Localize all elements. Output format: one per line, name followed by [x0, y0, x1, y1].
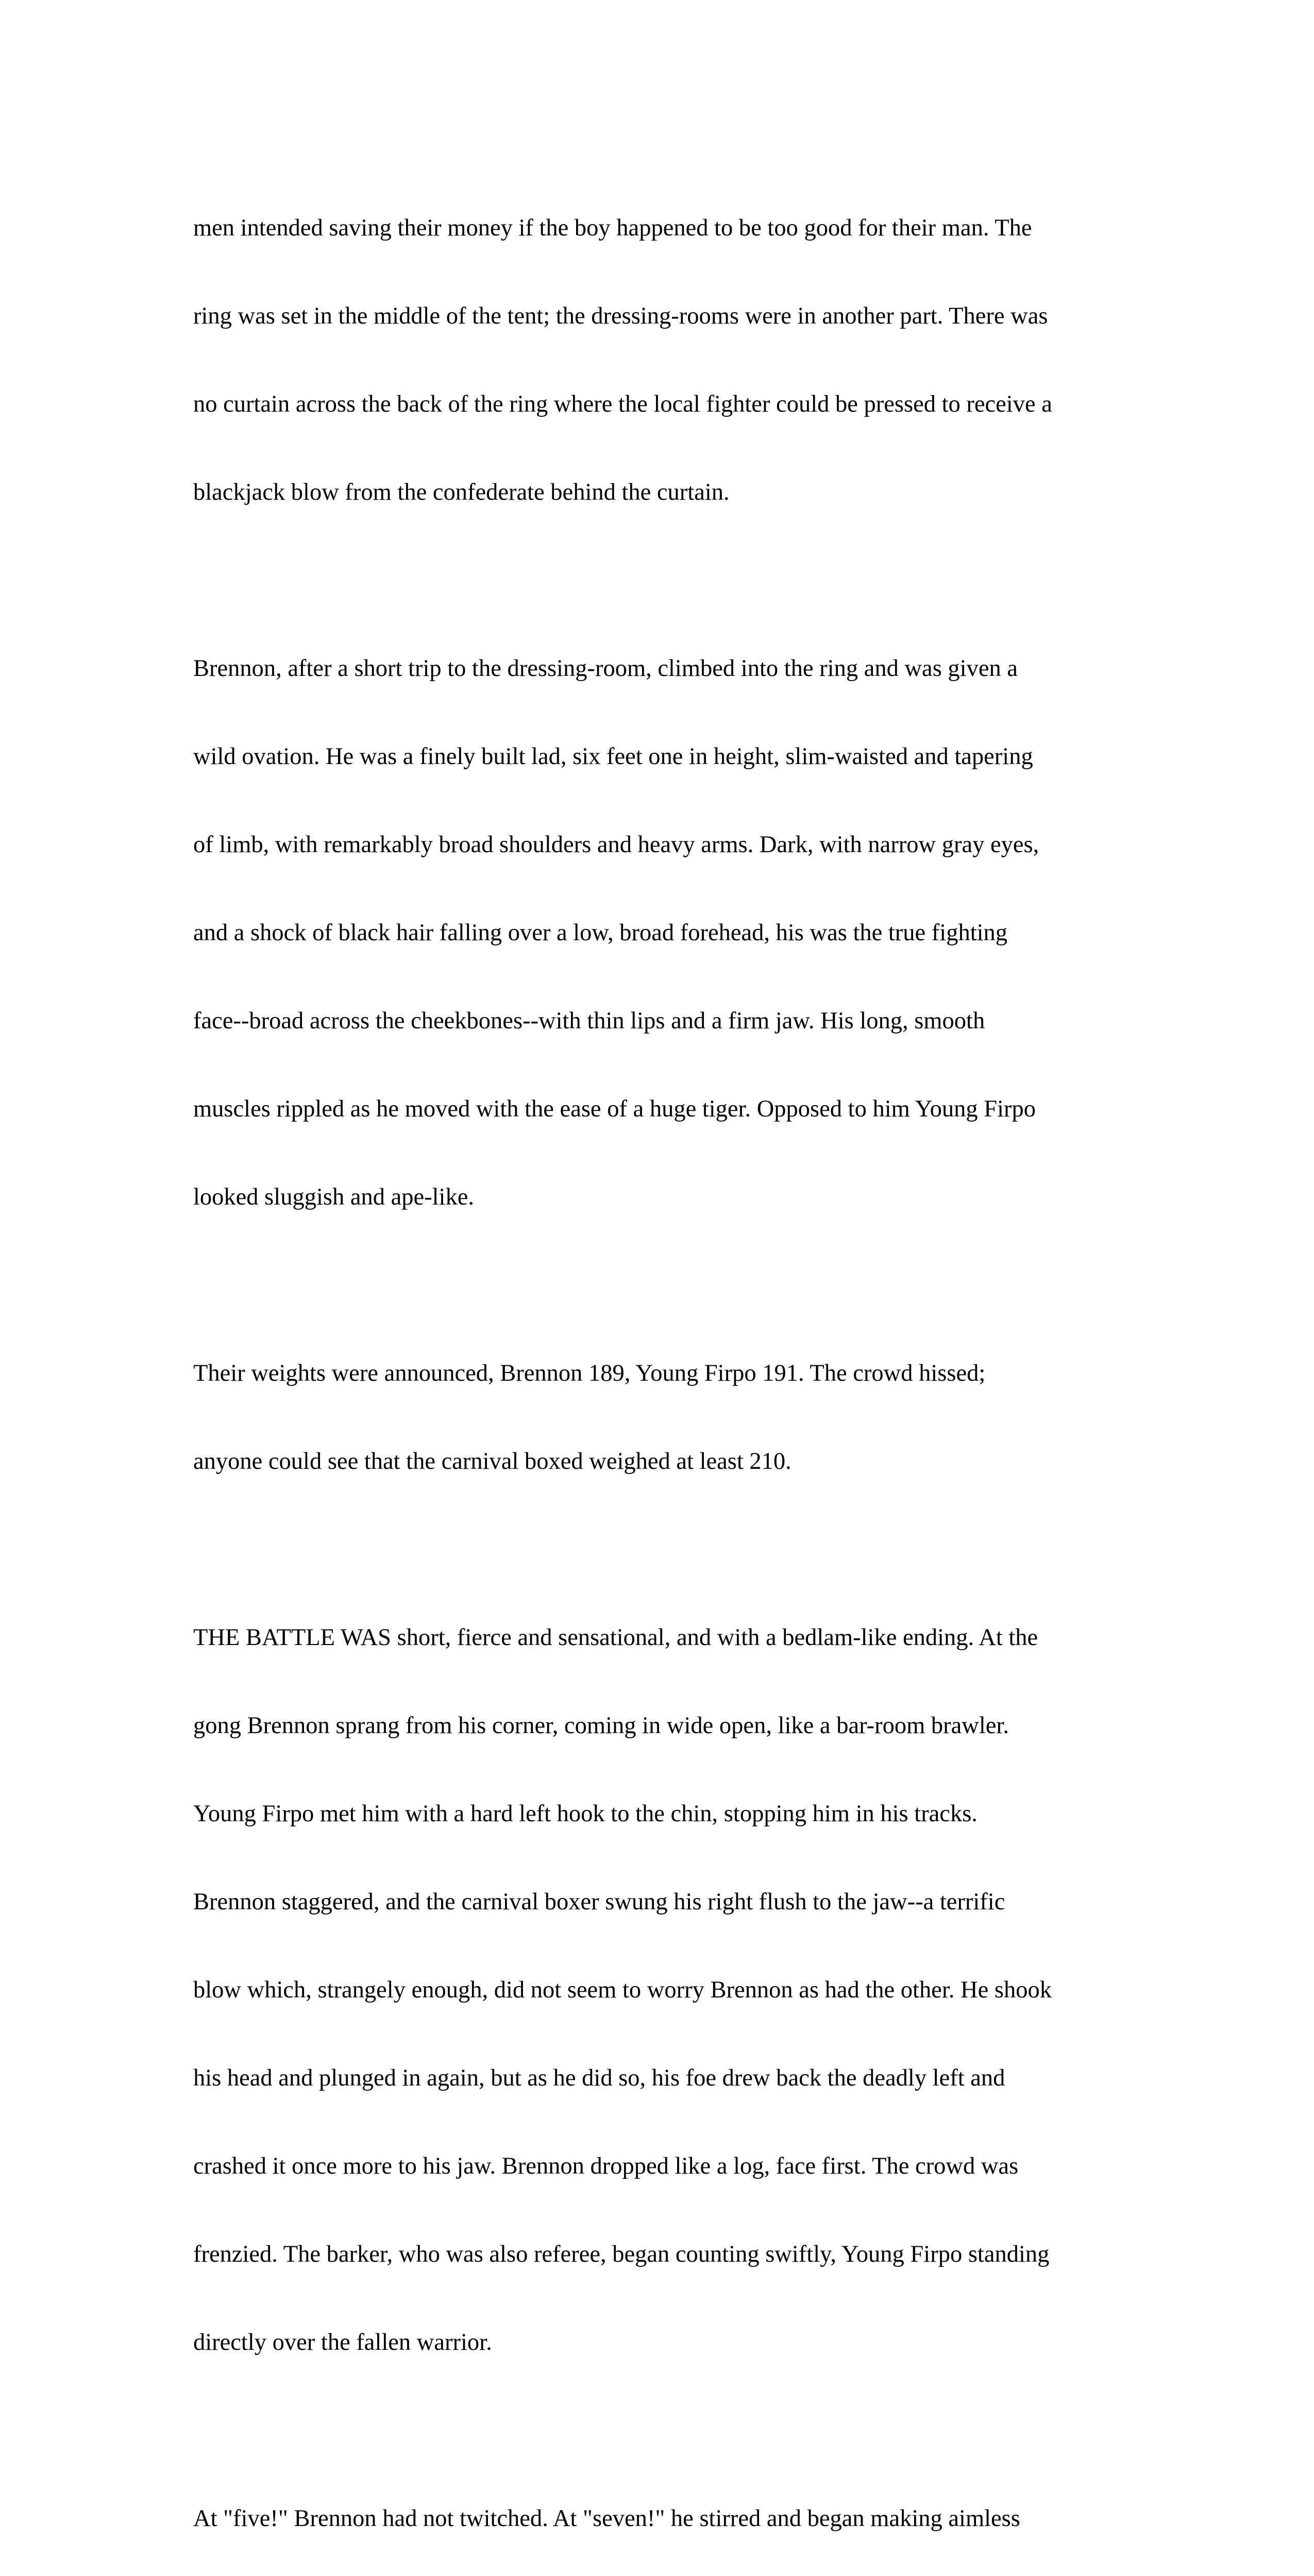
text-line: looked sluggish and ape-like. [193, 1184, 474, 1210]
text-line: gong Brennon sprang from his corner, coming in wide open, like a bar-room brawler. [193, 1713, 1009, 1739]
text-line: Brennon, after a short trip to the dressing-room, climbed into the ring and was given a [193, 655, 1018, 682]
text-line: crashed it once more to his jaw. Brennon dropped like a log, face first. The crowd was [193, 2153, 1019, 2179]
paragraph-5 [193, 2445, 1121, 2576]
text-line: face--broad across the cheekbones--with thin lips and a firm jaw. His long, smooth [193, 1008, 985, 1034]
text-line: At "five!" Brennon had not twitched. At "seven!" he stirred and began making aimless [193, 2505, 1020, 2532]
text-line: no curtain across the back of the ring where the local fighter could be pressed to receive a [193, 391, 1052, 417]
paragraph-1 [193, 155, 1121, 566]
document-page [193, 155, 1121, 2576]
paragraph-3 [193, 1300, 1121, 1535]
text-line: anyone could see that the carnival boxed weighed at least 210. [193, 1448, 791, 1475]
text-line: his head and plunged in again, but as he did so, his foe drew back the deadly left and [193, 2065, 1005, 2091]
text-line: blackjack blow from the confederate behind the curtain. [193, 479, 730, 505]
text-line: men intended saving their money if the boy happened to be too good for their man. The [193, 215, 1032, 241]
text-line: of limb, with remarkably broad shoulders and heavy arms. Dark, with narrow gray eyes, [193, 832, 1039, 858]
text-line: ring was set in the middle of the tent; the dressing-rooms were in another part. There was [193, 303, 1048, 329]
text-line: THE BATTLE WAS short, fierce and sensational, and with a bedlam-like ending. At the [193, 1624, 1038, 1651]
text-line: Their weights were announced, Brennon 189, Young Firpo 191. The crowd hissed; [193, 1360, 986, 1386]
text-line: frenzied. The barker, who was also referee, began counting swiftly, Young Firpo standing [193, 2241, 1050, 2267]
text-line: blow which, strangely enough, did not seem to worry Brennon as had the other. He shook [193, 1977, 1052, 2003]
text-line: Young Firpo met him with a hard left hook to the chin, stopping him in his tracks. [193, 1801, 978, 1827]
text-line: muscles rippled as he moved with the ease of a huge tiger. Opposed to him Young Firpo [193, 1096, 1036, 1122]
paragraph-2 [193, 595, 1121, 1270]
text-line: Brennon staggered, and the carnival boxer swung his right flush to the jaw--a terrific [193, 1889, 1005, 1915]
text-line: directly over the fallen warrior. [193, 2329, 492, 2355]
text-line: wild ovation. He was a finely built lad, six feet one in height, slim-waisted and tapering [193, 743, 1033, 770]
text-line: and a shock of black hair falling over a low, broad forehead, his was the true fighting [193, 920, 1008, 946]
paragraph-4 [193, 1564, 1121, 2416]
